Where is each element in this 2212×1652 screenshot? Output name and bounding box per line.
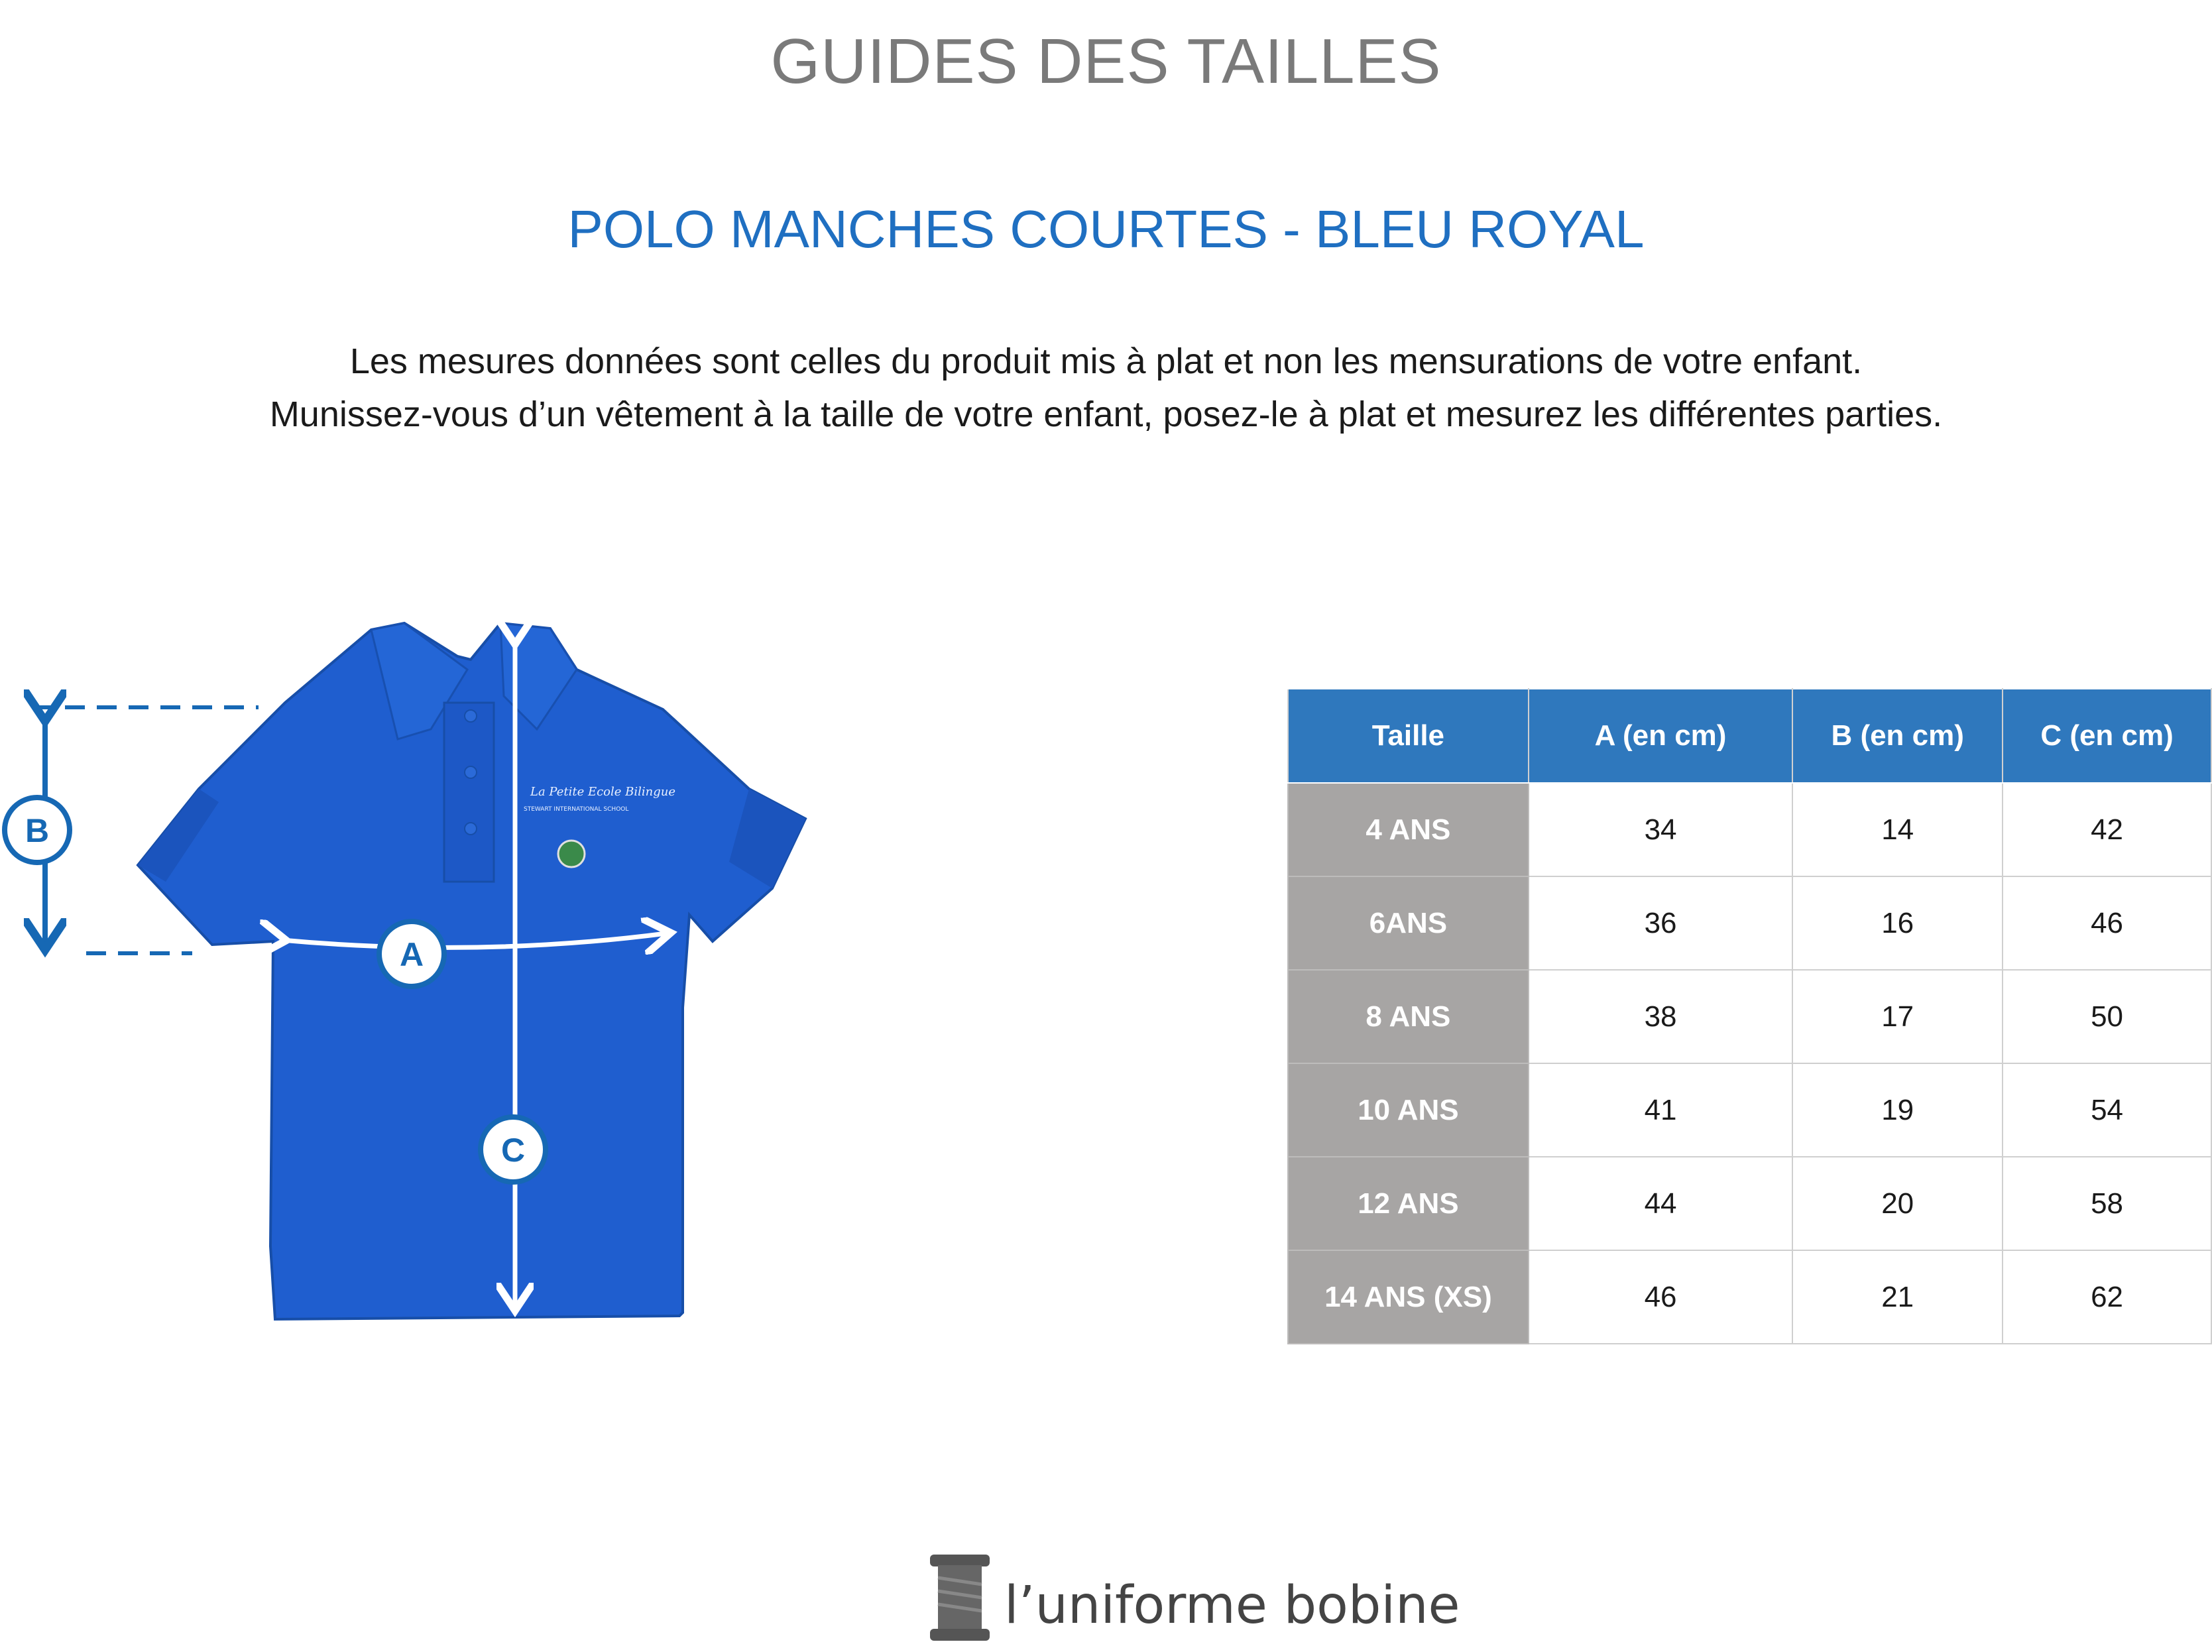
- embroidery-line-1: La Petite Ecole Bilingue: [530, 785, 676, 799]
- size-table: [1287, 688, 2212, 1344]
- page-title: GUIDES DES TAILLES: [770, 26, 1442, 97]
- value-cell: 16: [1792, 876, 2003, 970]
- value-cell: 14: [1792, 783, 2003, 876]
- table-row: [1288, 970, 2211, 1063]
- size-cell: 6ANS: [1288, 876, 1529, 970]
- table-row: [1288, 783, 2211, 876]
- table-row: [1288, 876, 2211, 970]
- polo-measurement-diagram: [0, 597, 862, 1359]
- intro-line-2: Munissez-vous d’un vêtement à la taille de votre enfant, posez-le à plat et mesurez les différentes parties.: [269, 394, 1943, 434]
- intro-text: [0, 335, 2212, 441]
- value-cell: 54: [2003, 1063, 2211, 1157]
- value-cell: 41: [1529, 1063, 1792, 1157]
- marker-a: [379, 921, 444, 986]
- value-cell: 50: [2003, 970, 2211, 1063]
- size-cell: 4 ANS: [1288, 783, 1529, 876]
- table-row: [1288, 1063, 2211, 1157]
- value-cell: 34: [1529, 783, 1792, 876]
- value-cell: 62: [2003, 1250, 2211, 1344]
- value-cell: 36: [1529, 876, 1792, 970]
- marker-c: [481, 1117, 546, 1182]
- table-header-row: [1288, 689, 2211, 783]
- size-cell: 14 ANS (XS): [1288, 1250, 1529, 1344]
- value-cell: 46: [1529, 1250, 1792, 1344]
- header-b: B (en cm): [1792, 689, 2003, 783]
- table-row: [1288, 1250, 2211, 1344]
- header-c: C (en cm): [2003, 689, 2211, 783]
- size-cell: 10 ANS: [1288, 1063, 1529, 1157]
- svg-text:B: B: [25, 812, 50, 849]
- value-cell: 46: [2003, 876, 2211, 970]
- school-crest-icon: [558, 841, 585, 867]
- table-row: [1288, 1157, 2211, 1250]
- value-cell: 19: [1792, 1063, 2003, 1157]
- thread-spool-icon: [925, 1555, 994, 1641]
- value-cell: 20: [1792, 1157, 2003, 1250]
- brand-logo: [925, 1548, 1460, 1641]
- value-cell: 42: [2003, 783, 2211, 876]
- header-taille: Taille: [1288, 689, 1529, 783]
- intro-line-1: Les mesures données sont celles du produit mis à plat et non les mensurations de votre enfant.: [349, 341, 1863, 381]
- svg-text:C: C: [500, 1132, 526, 1169]
- size-cell: 8 ANS: [1288, 970, 1529, 1063]
- value-cell: 44: [1529, 1157, 1792, 1250]
- brand-name: l’uniforme bobine: [1004, 1576, 1460, 1635]
- value-cell: 38: [1529, 970, 1792, 1063]
- value-cell: 17: [1792, 970, 2003, 1063]
- product-title: POLO MANCHES COURTES - BLEU ROYAL: [567, 200, 1645, 259]
- value-cell: 21: [1792, 1250, 2003, 1344]
- svg-text:A: A: [399, 936, 424, 973]
- size-cell: 12 ANS: [1288, 1157, 1529, 1250]
- value-cell: 58: [2003, 1157, 2211, 1250]
- embroidery-line-2: STEWART INTERNATIONAL SCHOOL: [524, 806, 629, 813]
- marker-b: [5, 797, 70, 862]
- header-a: A (en cm): [1529, 689, 1792, 783]
